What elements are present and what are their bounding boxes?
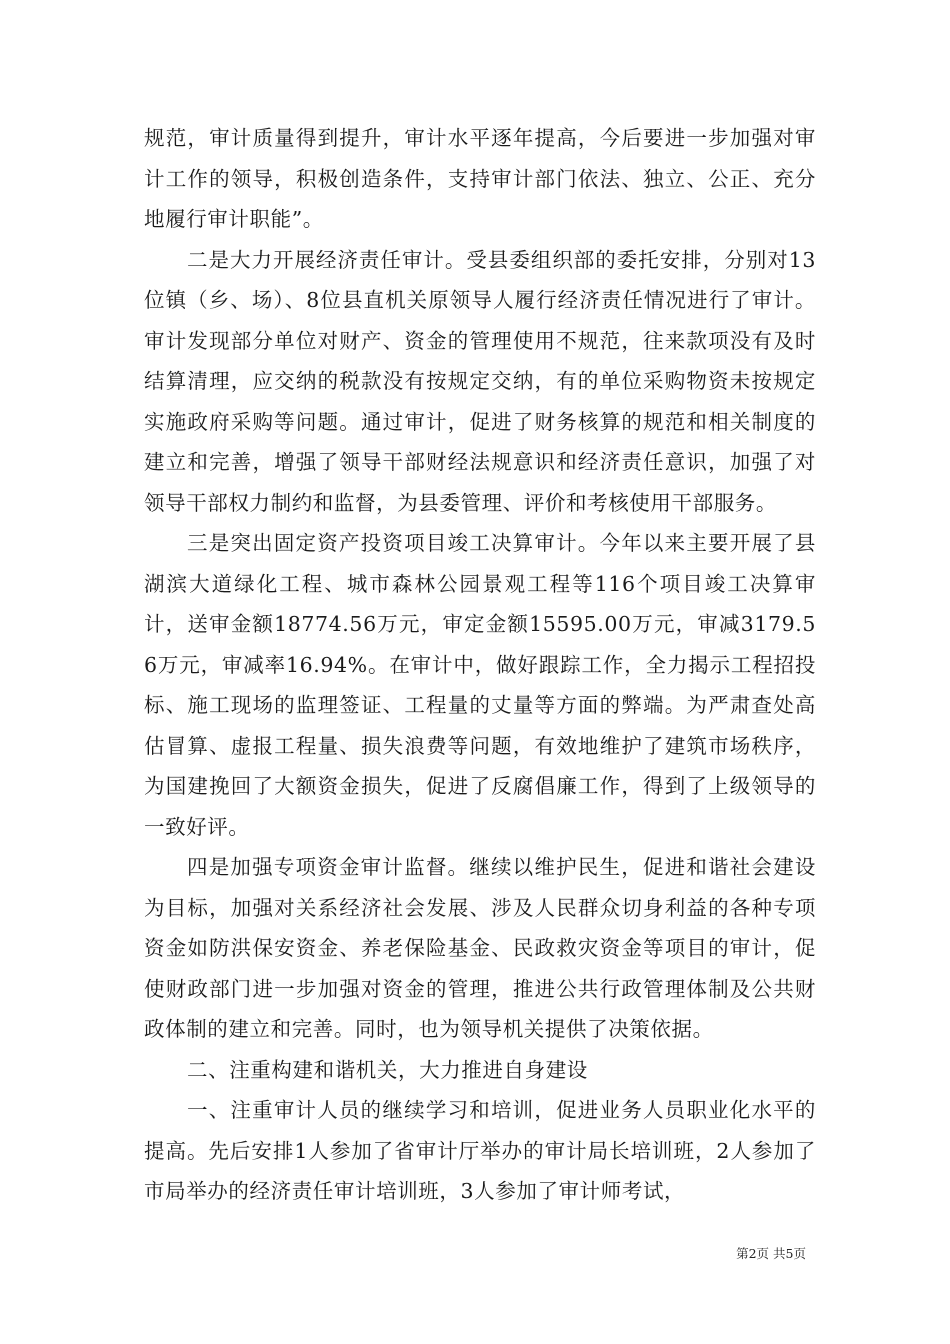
section-heading-self-construction: 二、注重构建和谐机关，大力推进自身建设 bbox=[187, 1057, 588, 1082]
paragraph-fixed-asset-audit: 三是突出固定资产投资项目竣工决算审计。今年以来主要开展了县湖滨大道绿化工程、城市森林公园景观工程等116个项目竣工决算审计，送审金额18774.56万元，审定金额15595.00万元，审减3179.56万元，审减率16.94%。在审计中，做好跟踪工作，全力揭示工程招投标、施工现场的监理签证、工程量的丈量等方面的弊端。为严肃查处高估冒算、虚报工程量、损失浪费等问题，有效地维护了建筑市场秩序，为国建挽回了大额资金损失，促进了反腐倡廉工作，得到了上级领导的一致好评。 bbox=[144, 531, 816, 839]
paragraph-staff-training: 一、注重审计人员的继续学习和培训，促进业务人员职业化水平的提高。先后安排1人参加了省审计厅举办的审计局长培训班，2人参加了市局举办的经济责任审计培训班，3人参加了审计师考试， bbox=[144, 1098, 816, 1203]
footer-current-page: 2 bbox=[748, 1246, 757, 1261]
footer-suffix: 页 bbox=[793, 1246, 806, 1261]
page-footer bbox=[736, 1246, 806, 1262]
footer-prefix: 第 bbox=[736, 1246, 749, 1261]
paragraph-special-fund-audit: 四是加强专项资金审计监督。继续以维护民生，促进和谐社会建设为目标，加强对关系经济社会发展、涉及人民群众切身利益的各种专项资金如防洪保安资金、养老保险基金、民政救灾资金等项目的审计，促使财政部门进一步加强对资金的管理，推进公共行政管理体制及公共财政体制的建立和完善。同时，也为领导机关提供了决策依据。 bbox=[144, 855, 816, 1041]
paragraph-economic-responsibility-audit: 二是大力开展经济责任审计。受县委组织部的委托安排，分别对13位镇（乡、场）、8位县直机关原领导人履行经济责任情况进行了审计。审计发现部分单位对财产、资金的管理使用不规范，往来款项没有及时结算清理，应交纳的税款没有按规定交纳，有的单位采购物资未按规定实施政府采购等问题。通过审计，促进了财务核算的规范和相关制度的建立和完善，增强了领导干部财经法规意识和经济责任意识，加强了对领导干部权力制约和监督，为县委管理、评价和考核使用干部服务。 bbox=[144, 247, 816, 515]
footer-total-pages: 5 bbox=[785, 1246, 794, 1261]
document-body bbox=[144, 118, 816, 1212]
footer-middle: 页 共 bbox=[756, 1246, 786, 1261]
paragraph-continuation: 规范，审计质量得到提升，审计水平逐年提高，今后要进一步加强对审计工作的领导，积极创造条件，支持审计部门依法、独立、公正、充分地履行审计职能”。 bbox=[144, 126, 816, 231]
